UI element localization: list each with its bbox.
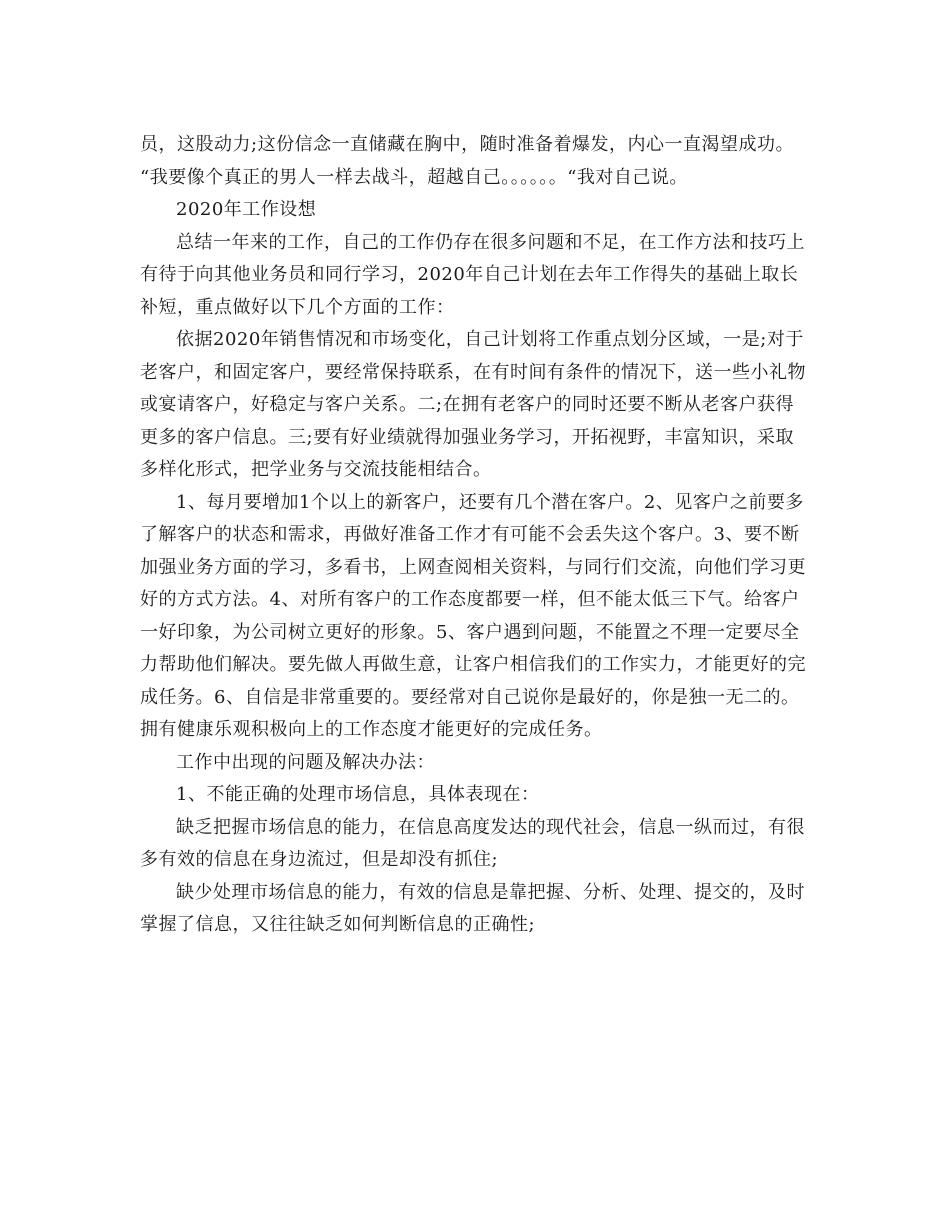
section-heading: 工作中出现的问题及解决办法： [176,751,435,773]
text-line: 1、不能正确的处理市场信息，具体表现在： [176,784,540,805]
text-line: 多样化形式，把学业务与交流技能相结合。 [140,459,492,480]
text-line: 依据2020年销售情况和市场变化，自己计划将工作重点划分区域，一是;对于 [176,329,804,350]
text-line: “我要像个真正的男人一样去战斗，超越自己。。。。。。“我对自己说。 [140,166,688,188]
text-line: 力帮助他们解决。要先做人再做生意，让客户相信我们的工作实力，才能更好的完 [140,654,806,675]
text-line: 或宴请客户，好稳定与客户关系。二;在拥有老客户的同时还要不断从老客户获得 [140,394,795,415]
text-line: 总结一年来的工作，自己的工作仍存在很多问题和不足，在工作方法和技巧上 [176,231,805,253]
document-page [140,129,812,942]
text-line: 掌握了信息，又往往缺乏如何判断信息的正确性; [140,914,536,935]
section-heading: 2020年工作设想 [176,199,317,220]
text-line: 好的方式方法。4、对所有客户的工作态度都要一样，但不能太低三下气。给客户 [140,589,800,610]
text-line: 1、每月要增加1个以上的新客户，还要有几个潜在客户。2、见客户之前要多 [176,491,804,513]
text-line: 拥有健康乐观积极向上的工作态度才能更好的完成任务。 [140,719,603,740]
text-line: 老客户，和固定客户，要经常保持联系，在有时间有条件的情况下，送一些小礼物 [140,361,806,383]
text-line: 缺乏把握市场信息的能力，在信息高度发达的现代社会，信息一纵而过，有很 [176,816,805,838]
text-line: 员，这股动力;这份信念一直储藏在胸中，随时准备着爆发，内心一直渴望成功。 [140,134,795,155]
text-line: 缺少处理市场信息的能力，有效的信息是靠把握、分析、处理、提交的，及时 [176,881,805,903]
text-line: 一好印象，为公司树立更好的形象。5、客户遇到问题，不能置之不理一定要尽全 [140,621,800,643]
text-line: 补短，重点做好以下几个方面的工作： [140,296,455,318]
text-line: 多有效的信息在身边流过，但是却没有抓住; [140,849,499,870]
text-line: 更多的客户信息。三;要有好业绩就得加强业务学习，开拓视野，丰富知识，采取 [140,426,795,448]
text-line: 加强业务方面的学习，多看书，上网查阅相关资料，与同行们交流，向他们学习更 [140,556,806,578]
text-line: 有待于向其他业务员和同行学习，2020年自己计划在去年工作得失的基础上取长 [140,264,799,285]
text-line: 成任务。6、自信是非常重要的。要经常对自己说你是最好的，你是独一无二的。 [140,686,800,708]
text-line: 了解客户的状态和需求，再做好准备工作才有可能不会丢失这个客户。3、要不断 [140,524,800,545]
